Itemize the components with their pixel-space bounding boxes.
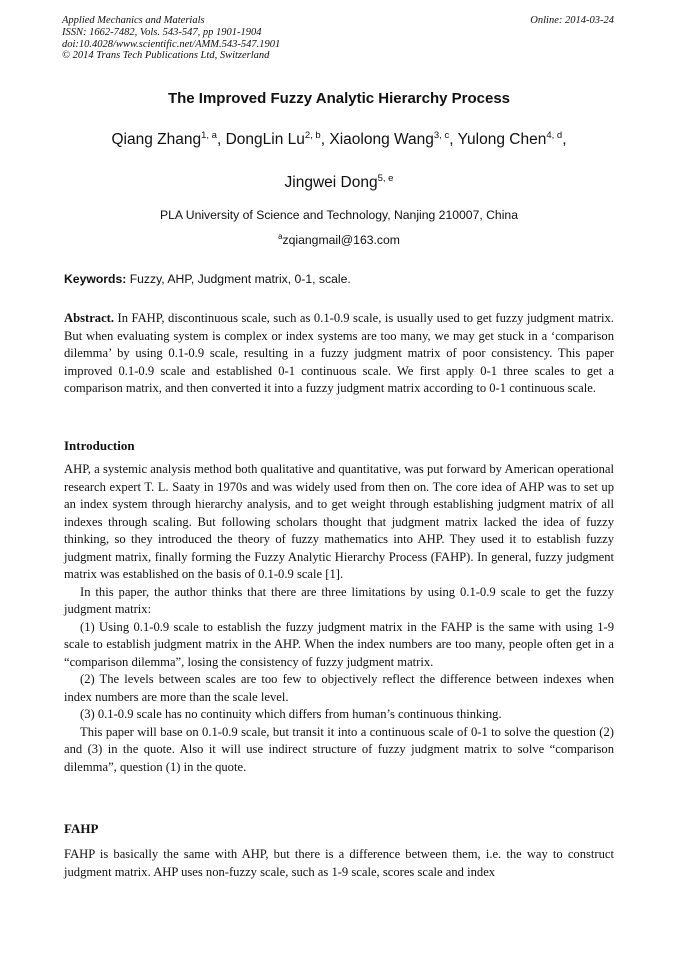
paragraph: AHP, a systemic analysis method both qualitative and quantitative, was put forward by American operational research expert T. L. Saaty in 1970s and was widely used from then on. The core idea of AHP was to set up an index system through hierarchy analysis, and to get weight through establishing judgment matrix of all indexes through scaling. But following scholars thought that judgment matrix lacked the idea of fuzzy thinking, so they introduced the theory of fuzzy mathematics into AHP. They used it to establish fuzzy judgment matrix, finally forming the Fuzzy Analytic Hierarchy Process (FAHP). In general, fuzzy judgment matrix was established on the basis of 0.1-0.9 scale [1]. — [64, 462, 614, 581]
copyright-line: © 2014 Trans Tech Publications Ltd, Switzerland — [62, 50, 270, 62]
author-name: DongLin Lu — [225, 131, 305, 148]
author-affiliation-mark: 2, b — [304, 130, 321, 141]
doi-line: doi:10.4028/www.scientific.net/AMM.543-547.1901 — [62, 38, 281, 50]
author-list-continued — [0, 173, 678, 193]
abstract-label: Abstract. — [64, 311, 115, 325]
email-address: zqiangmail@163.com — [282, 233, 400, 247]
online-date: Online: 2014-03-24 — [530, 15, 614, 26]
fahp-body — [64, 846, 614, 881]
author-email — [0, 233, 678, 248]
email-mark: a — [278, 232, 283, 241]
author-name: Yulong Chen — [457, 131, 547, 148]
author-affiliation-mark: 5, e — [377, 173, 394, 184]
paragraph: (2) The levels between scales are too few to objectively reflect the difference between indexes when index numbers are more than the scale level. — [64, 672, 614, 704]
abstract-text: In FAHP, discontinuous scale, such as 0.1-0.9 scale, is usually used to get fuzzy judgment matrix. But when evaluating system is complex or index systems are too many, we may get stuck in a ‘comparison dilemma’ by using 0.1-0.9 scale, resulting in a fuzzy judgment matrix of poor consistency. This paper improved 0.1-0.9 scale and established 0-1 continuous scale. We first apply 0-1 three scales to get a comparison matrix, and then converted it into a fuzzy judgment matrix according to 0-1 continuous scale. — [64, 311, 614, 395]
paragraph: FAHP is basically the same with AHP, but there is a difference between them, i.e. the way to construct judgment matrix. AHP uses non-fuzzy scale, such as 1-9 scale, scores scale and index — [64, 847, 614, 879]
author-name: Xiaolong Wang — [329, 131, 434, 148]
keywords-text: Fuzzy, AHP, Judgment matrix, 0-1, scale. — [129, 272, 351, 286]
paper-title: The Improved Fuzzy Analytic Hierarchy Process — [167, 90, 511, 107]
author-name: Qiang Zhang — [111, 131, 202, 148]
author-affiliation-mark: 3, c — [433, 130, 450, 141]
paragraph: This paper will base on 0.1-0.9 scale, but transit it into a continuous scale of 0-1 to solve the question (2) and (3) in the quote. Also it will use indirect structure of fuzzy judgment matrix to solve “comparison dilemma”, question (1) in the quote. — [64, 724, 614, 774]
author-affiliation-mark: 1, a — [201, 130, 217, 141]
author-list: Qiang Zhang$^{1, a}$, DongLin Lu$^{2, b}$, Xiaolong Wang$^{3, c}$, Yulong Chen$^{4, d}$, — [111, 130, 567, 148]
author-name: Jingwei Dong — [284, 174, 378, 191]
paragraph: In this paper, the author thinks that there are three limitations by using 0.1-0.9 scale to get the fuzzy judgment matrix: — [64, 584, 614, 616]
section-heading-introduction: Introduction — [64, 438, 135, 453]
journal-name: Applied Mechanics and Materials — [62, 15, 205, 26]
journal-header — [62, 15, 422, 62]
issn-line: ISSN: 1662-7482, Vols. 543-547, pp 1901-1904 — [62, 26, 262, 38]
introduction-body — [64, 461, 614, 776]
keywords-label: Keywords: — [64, 272, 127, 286]
paragraph: (1) Using 0.1-0.9 scale to establish the fuzzy judgment matrix in the FAHP is the same with using 1-9 scale to establish judgment matrix in the AHP. When the index numbers are too many, people often get in a “comparison dilemma”, losing the consistency of fuzzy judgment matrix. — [64, 619, 614, 669]
keywords — [64, 272, 351, 287]
author-affiliation-mark: 4, d — [546, 130, 563, 141]
abstract — [64, 310, 614, 398]
section-heading-fahp: FAHP — [64, 821, 99, 836]
paragraph: (3) 0.1-0.9 scale has no continuity which differs from human’s continuous thinking. — [80, 707, 502, 721]
affiliation: PLA University of Science and Technology, Nanjing 210007, China — [160, 208, 518, 222]
